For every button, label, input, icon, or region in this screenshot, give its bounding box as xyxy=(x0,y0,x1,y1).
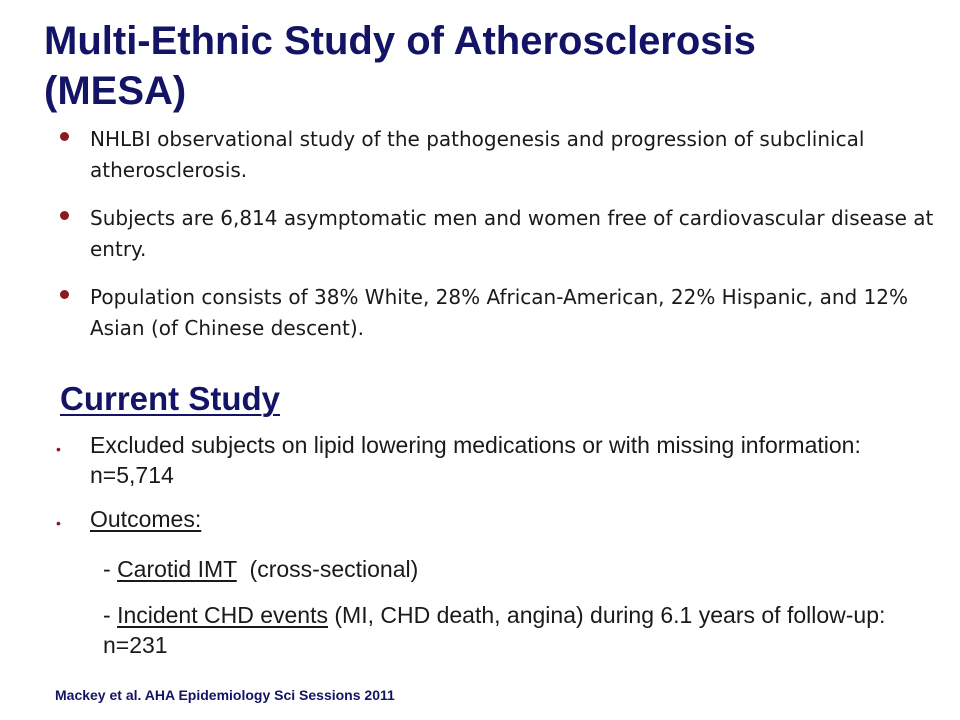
bullet-dot-icon xyxy=(60,211,69,220)
bullet-dot-icon xyxy=(60,290,69,299)
citation: Mackey et al. AHA Epidemiology Sci Sessions 2011 xyxy=(55,687,395,703)
outcome-detail: (MI, CHD death, angina) during 6.1 years of follow-up: n=231 xyxy=(103,602,886,658)
outcomes-label: Outcomes: xyxy=(90,506,202,532)
outcome-carotid-imt xyxy=(103,554,923,584)
bullet-text: NHLBI observational study of the pathogenesis and progression of subclinical atherosclerosis. xyxy=(90,127,865,182)
list-item xyxy=(54,430,914,490)
bullet-icon: • xyxy=(56,441,61,457)
bullet-icon: • xyxy=(56,515,61,531)
outcome-dash: - xyxy=(103,602,118,628)
list-item xyxy=(60,124,940,186)
slide-title xyxy=(44,16,924,116)
current-study-heading: Current Study xyxy=(60,380,281,417)
list-item xyxy=(60,282,940,344)
slide-title-line-2: (MESA) xyxy=(44,69,187,113)
outcome-label: Incident CHD events xyxy=(117,602,328,628)
slide-title-line-1: Multi-Ethnic Study of Atherosclerosis xyxy=(44,19,756,63)
bullet-text: Population consists of 38% White, 28% African-American, 22% Hispanic, and 12% Asian (of Chinese descent). xyxy=(90,285,909,340)
outcome-label: Carotid IMT xyxy=(117,556,237,582)
bullet-text: Subjects are 6,814 asymptomatic men and women free of cardiovascular disease at entry. xyxy=(90,206,934,261)
current-study-bullet-list xyxy=(54,430,914,548)
bullet-text: Excluded subjects on lipid lowering medications or with missing information: n=5,714 xyxy=(90,432,861,488)
bullet-dot-icon xyxy=(60,132,69,141)
list-item xyxy=(60,203,940,265)
outcome-detail: (cross-sectional) xyxy=(236,556,419,582)
outcome-dash: - xyxy=(103,556,118,582)
mesa-bullet-list xyxy=(60,124,940,361)
outcome-chd-events xyxy=(103,600,923,660)
list-item xyxy=(54,504,914,534)
